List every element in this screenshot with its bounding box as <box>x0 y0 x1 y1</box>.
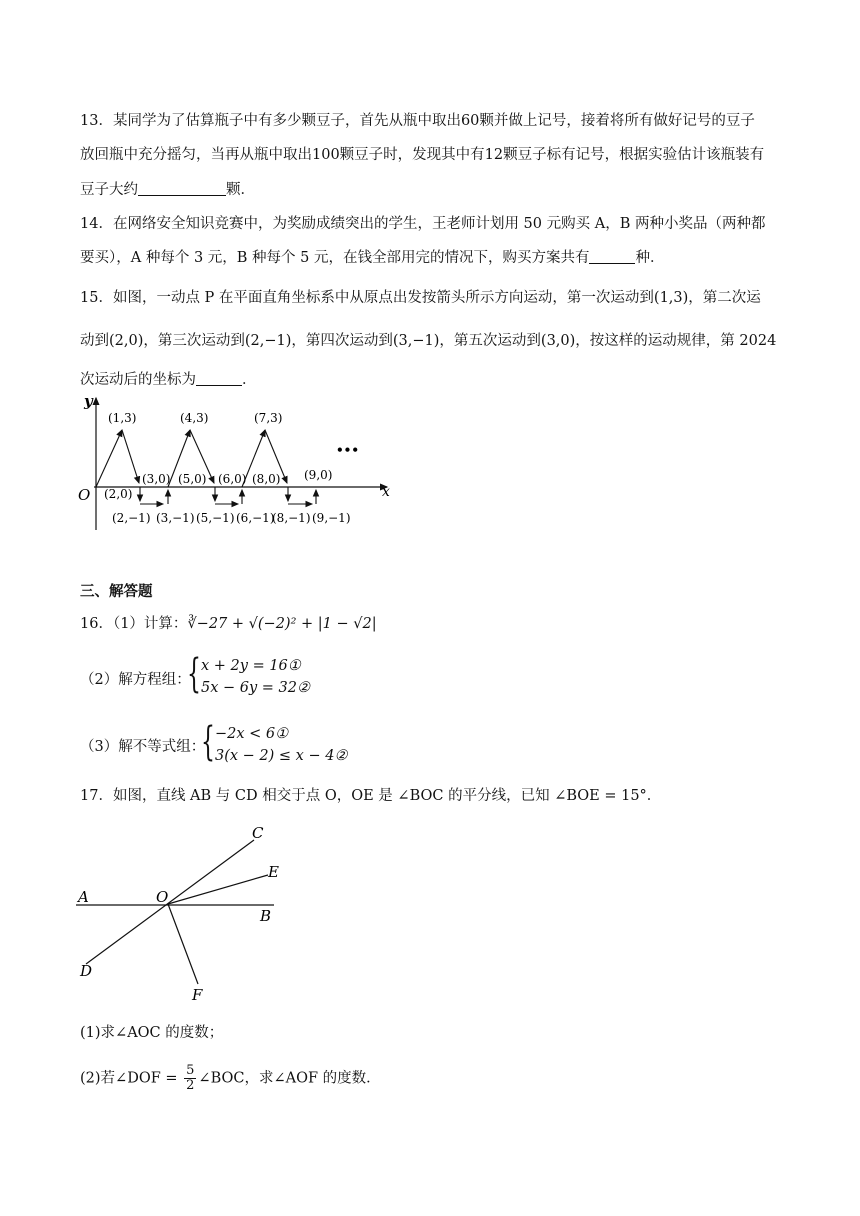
q16-part2-brace: { <box>187 651 201 697</box>
q16-part1-expression: ∛−27 + √(−2)² + |1 − √2| <box>187 616 377 632</box>
q15-line1: 15．如图，一动点 P 在平面直角坐标系中从原点出发按箭头所示方向运动，第一次运动到(1,3)，第二次运 <box>80 290 761 306</box>
q15-line2: 动到(2,0)，第三次运动到(2,−1)，第四次运动到(3,−1)，第五次运动到(3,0)，按这样的运动规律，第 2024 <box>80 333 777 349</box>
q15-line3-end: ． <box>242 372 257 388</box>
q16-part3-brace: { <box>201 719 215 765</box>
q16-part2-eq2: 5x − 6y = 32② <box>201 680 311 696</box>
q15-answer-blank[interactable] <box>196 371 242 386</box>
label-3-neg1: (3,−1) <box>156 511 195 525</box>
q16-part3-eq1: −2x < 6① <box>215 726 289 742</box>
label-8-0: (8,0) <box>252 472 281 486</box>
ray-of <box>168 904 198 984</box>
q13-line3-end: 颗． <box>226 182 255 198</box>
label-9-0: (9,0) <box>304 468 333 482</box>
point-f: F <box>192 986 203 1004</box>
q17-lines-figure <box>74 820 294 1005</box>
q14-line2-end: 种． <box>635 250 665 266</box>
q15-coordinate-figure <box>72 392 402 532</box>
ray-oe <box>168 875 268 904</box>
point-b: B <box>260 907 272 925</box>
label-8-neg1: (8,−1) <box>272 511 311 525</box>
label-5-neg1: (5,−1) <box>196 511 235 525</box>
label-4-3: (4,3) <box>180 411 209 425</box>
point-d: D <box>80 962 93 980</box>
q17-fraction-numerator: 5 <box>186 1063 195 1078</box>
label-6-neg1: (6,−1) <box>236 511 275 525</box>
q16-part1 <box>80 614 377 634</box>
q16-part2-eq1: x + 2y = 16① <box>201 658 301 674</box>
q16-part1-label: 16．（1）计算： <box>80 616 188 632</box>
q17-sub1: (1)求∠AOC 的度数； <box>80 1025 224 1041</box>
line-cd <box>86 840 254 964</box>
q13-answer-blank[interactable] <box>138 181 226 196</box>
q15-line3-start: 次运动后的坐标为 <box>80 372 196 388</box>
q13-line1: 13．某同学为了估算瓶子中有多少颗豆子，首先从瓶中取出60颗并做上记号，接着将所有做好记号的豆子 <box>80 113 755 129</box>
y-axis-label: y <box>84 392 93 410</box>
q16-part3-label: （3）解不等式组： <box>80 739 206 755</box>
origin-label: O <box>78 486 91 504</box>
q14-line2-start: 要买），A 种每个 3 元，B 种每个 5 元，在钱全部用完的情况下，购买方案共有 <box>80 250 590 266</box>
q13-line3 <box>80 180 255 200</box>
ellipsis: ••• <box>336 443 360 457</box>
q13-line3-start: 豆子大约 <box>80 182 138 198</box>
label-1-3: (1,3) <box>108 411 137 425</box>
label-2-neg1: (2,−1) <box>112 511 151 525</box>
x-axis-label: x <box>382 484 390 500</box>
label-7-3: (7,3) <box>254 411 283 425</box>
q17-sub2-end: ∠BOC，求∠AOF 的度数． <box>198 1070 381 1087</box>
q17-sub2-start: (2)若∠DOF = <box>80 1070 178 1087</box>
label-3-0: (3,0) <box>142 472 171 486</box>
q14-line2 <box>80 248 664 268</box>
point-c: C <box>252 824 264 842</box>
label-2-0: (2,0) <box>104 487 133 501</box>
q16-part3-eq2: 3(x − 2) ≤ x − 4② <box>215 748 348 764</box>
q17-fraction <box>184 1064 196 1093</box>
q17-line1: 17．如图，直线 AB 与 CD 相交于点 O，OE 是 ∠BOC 的平分线，已知 ∠BOE = 15°． <box>80 788 662 804</box>
q15-line3 <box>80 370 257 390</box>
q17-sub2 <box>80 1064 381 1093</box>
q13-line2: 放回瓶中充分摇匀，当再从瓶中取出100颗豆子时，发现其中有12颗豆子标有记号，根据实验估计该瓶装有 <box>80 147 765 163</box>
q16-part2-label: （2）解方程组： <box>80 672 191 688</box>
q14-line1: 14．在网络安全知识竞赛中，为奖励成绩突出的学生，王老师计划用 50 元购买 A，B 两种小奖品（两种都 <box>80 216 766 232</box>
point-e: E <box>268 863 279 881</box>
label-5-0: (5,0) <box>178 472 207 486</box>
q14-answer-blank[interactable] <box>589 249 635 264</box>
label-6-0: (6,0) <box>218 472 247 486</box>
q17-fraction-denominator: 2 <box>186 1078 195 1093</box>
label-9-neg1: (9,−1) <box>312 511 351 525</box>
section-heading: 三、解答题 <box>80 584 153 600</box>
point-a: A <box>78 888 89 906</box>
point-o: O <box>156 888 169 906</box>
